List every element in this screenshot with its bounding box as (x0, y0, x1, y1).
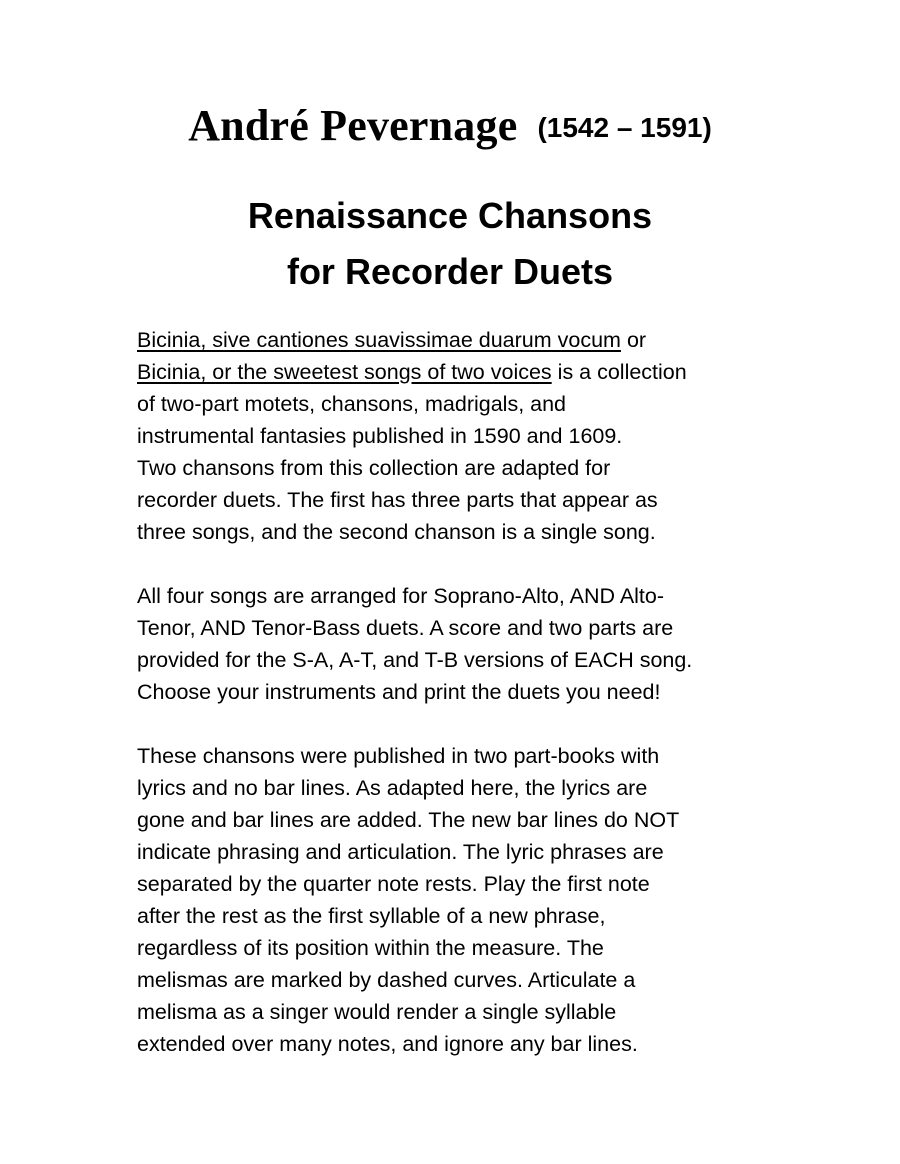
paragraph-3 (137, 740, 767, 1060)
paragraph-line: All four songs are arranged for Soprano-Alto, AND Alto- (137, 584, 665, 608)
paragraph-line: extended over many notes, and ignore any bar lines. (137, 1032, 638, 1056)
paragraph-line: Choose your instruments and print the duets you need! (137, 680, 661, 704)
composer-name: André Pevernage (188, 101, 518, 150)
paragraph-line: melismas are marked by dashed curves. Articulate a (137, 968, 636, 992)
paragraph-line: These chansons were published in two part-books with (137, 744, 660, 768)
body-text (137, 324, 767, 1060)
latin-title: Bicinia, sive cantiones suavissimae duarum vocum (137, 328, 621, 352)
paragraph-line: after the rest as the first syllable of a new phrase, (137, 904, 606, 928)
paragraph-1 (137, 324, 767, 548)
paragraph-gap (137, 708, 767, 740)
paragraph-line: Tenor, AND Tenor-Bass duets. A score and two parts are (137, 616, 674, 640)
line-rest: is a collection (551, 360, 687, 384)
paragraph-line (137, 356, 767, 388)
paragraph-line: recorder duets. The first has three parts that appear as (137, 488, 658, 512)
paragraph-line (137, 324, 767, 356)
paragraph-2 (137, 580, 767, 708)
paragraph-line: separated by the quarter note rests. Play the first note (137, 872, 650, 896)
title-line-2: for Recorder Duets (286, 251, 614, 292)
page-title (0, 188, 900, 300)
or-text: or (620, 328, 647, 352)
paragraph-line: melisma as a singer would render a single syllable (137, 1000, 617, 1024)
paragraph-line: three songs, and the second chanson is a single song. (137, 520, 656, 544)
paragraph-line: regardless of its position within the measure. The (137, 936, 604, 960)
paragraph-line: lyrics and no bar lines. As adapted here, the lyrics are (137, 776, 648, 800)
paragraph-line: gone and bar lines are added. The new bar lines do NOT (137, 808, 680, 832)
title-line-1: Renaissance Chansons (247, 195, 653, 236)
english-title: Bicinia, or the sweetest songs of two voices (137, 360, 552, 384)
composer-heading (0, 100, 900, 151)
paragraph-gap (137, 548, 767, 580)
composer-dates: (1542 – 1591) (537, 112, 712, 143)
paragraph-line: provided for the S-A, A-T, and T-B versions of EACH song. (137, 648, 693, 672)
paragraph-line: indicate phrasing and articulation. The lyric phrases are (137, 840, 664, 864)
paragraph-line: instrumental fantasies published in 1590 and 1609. (137, 424, 623, 448)
paragraph-line: of two-part motets, chansons, madrigals, and (137, 392, 567, 416)
paragraph-line: Two chansons from this collection are adapted for (137, 456, 611, 480)
